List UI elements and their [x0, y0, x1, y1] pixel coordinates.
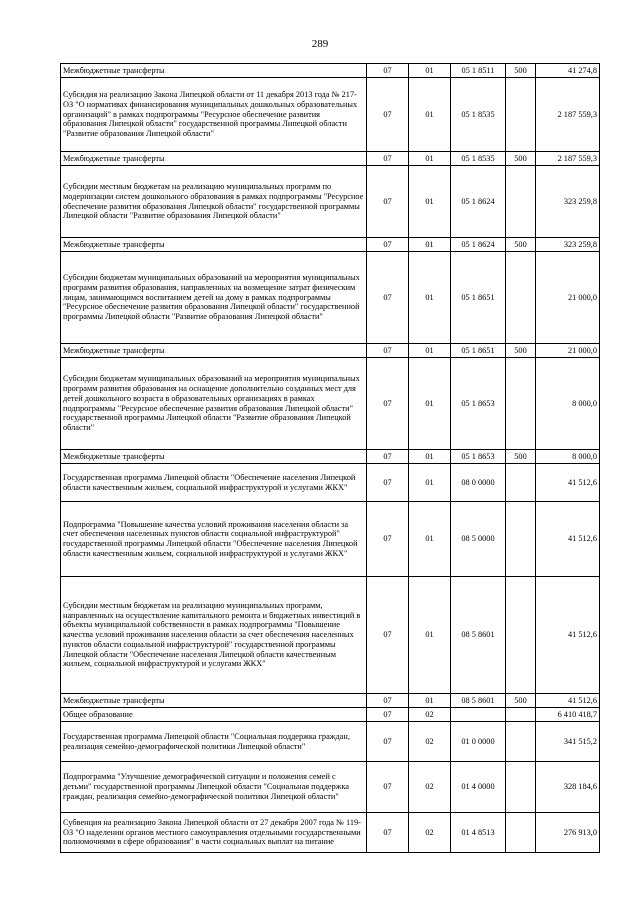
row-target-cell: 05 1 8535: [451, 78, 506, 152]
row-amount-cell: 276 913,0: [536, 813, 600, 853]
row-amount-cell: 21 000,0: [536, 344, 600, 358]
table-row: [61, 722, 600, 762]
row-section-cell: 07: [367, 577, 409, 694]
row-target-cell: 01 4 0000: [451, 762, 506, 813]
row-subsection-cell: 01: [409, 78, 451, 152]
row-section-cell: 07: [367, 450, 409, 464]
budget-table-body: [61, 64, 600, 853]
row-section-cell: 07: [367, 252, 409, 344]
row-subsection-cell: 01: [409, 464, 451, 502]
table-row: [61, 502, 600, 577]
row-section-cell: 07: [367, 344, 409, 358]
row-subsection-cell: 02: [409, 813, 451, 853]
row-amount-cell: 41 512,6: [536, 464, 600, 502]
row-section-cell: 07: [367, 813, 409, 853]
row-subsection-cell: 01: [409, 252, 451, 344]
row-subsection-cell: 01: [409, 152, 451, 166]
row-target-cell: 08 5 8601: [451, 577, 506, 694]
table-row: [61, 577, 600, 694]
row-expense-type-cell: [506, 502, 536, 577]
table-row: [61, 252, 600, 344]
row-name-cell: Субсидии местным бюджетам на реализацию муниципальных программ, направленных на осуществление капитального ремонта и бюджетных инвестиций в объекты муниципальной собственности в рамках подпрограммы "Повышение качества условий проживания населения области за счет обеспечения населенных пунктов области социальной инфраструктурой" государственной программы Липецкой области "Обеспечение населения Липецкой области качественным жильем, социальной инфраструктурой и услугами ЖКХ": [61, 577, 367, 694]
row-expense-type-cell: [506, 762, 536, 813]
row-section-cell: 07: [367, 78, 409, 152]
row-amount-cell: 41 512,6: [536, 577, 600, 694]
table-row: [61, 708, 600, 722]
row-subsection-cell: 01: [409, 694, 451, 708]
table-row: [61, 464, 600, 502]
row-name-cell: Государственная программа Липецкой области "Социальная поддержка граждан, реализация семейно-демографической политики Липецкой области": [61, 722, 367, 762]
row-amount-cell: 2 187 559,3: [536, 78, 600, 152]
row-expense-type-cell: [506, 78, 536, 152]
row-expense-type-cell: [506, 577, 536, 694]
row-name-cell: Межбюджетные трансферты: [61, 450, 367, 464]
row-name-cell: Межбюджетные трансферты: [61, 694, 367, 708]
row-amount-cell: 323 259,8: [536, 238, 600, 252]
row-subsection-cell: 01: [409, 344, 451, 358]
row-name-cell: Общее образование: [61, 708, 367, 722]
row-expense-type-cell: [506, 464, 536, 502]
row-amount-cell: 41 512,6: [536, 694, 600, 708]
row-target-cell: 01 4 8513: [451, 813, 506, 853]
row-subsection-cell: 02: [409, 722, 451, 762]
table-row: [61, 762, 600, 813]
row-expense-type-cell: [506, 813, 536, 853]
row-target-cell: 05 1 8624: [451, 166, 506, 238]
row-expense-type-cell: 500: [506, 450, 536, 464]
row-subsection-cell: 01: [409, 502, 451, 577]
row-section-cell: 07: [367, 502, 409, 577]
row-name-cell: Межбюджетные трансферты: [61, 344, 367, 358]
row-subsection-cell: 01: [409, 358, 451, 450]
row-target-cell: [451, 708, 506, 722]
row-section-cell: 07: [367, 464, 409, 502]
table-row: [61, 344, 600, 358]
row-expense-type-cell: 500: [506, 344, 536, 358]
row-name-cell: Субсидии бюджетам муниципальных образований на мероприятия муниципальных программ развития образования на оснащение дополнительно созданных мест для детей дошкольного возраста в образовательных организациях в рамках подпрограммы "Ресурсное обеспечение развития образования Липецкой области" государственной программы Липецкой области "Развитие образования Липецкой области": [61, 358, 367, 450]
row-amount-cell: 8 000,0: [536, 358, 600, 450]
row-target-cell: 05 1 8653: [451, 358, 506, 450]
row-amount-cell: 41 512,6: [536, 502, 600, 577]
row-target-cell: 05 1 8535: [451, 152, 506, 166]
row-subsection-cell: 01: [409, 450, 451, 464]
row-section-cell: 07: [367, 722, 409, 762]
row-amount-cell: 2 187 559,3: [536, 152, 600, 166]
row-amount-cell: 323 259,8: [536, 166, 600, 238]
row-name-cell: Межбюджетные трансферты: [61, 64, 367, 78]
table-row: [61, 450, 600, 464]
row-expense-type-cell: [506, 358, 536, 450]
row-target-cell: 01 0 0000: [451, 722, 506, 762]
row-target-cell: 08 0 0000: [451, 464, 506, 502]
table-row: [61, 813, 600, 853]
table-row: [61, 152, 600, 166]
row-section-cell: 07: [367, 762, 409, 813]
row-section-cell: 07: [367, 708, 409, 722]
row-name-cell: Субсидия на реализацию Закона Липецкой области от 11 декабря 2013 года № 217-ОЗ "О нормативах финансирования муниципальных дошкольных образовательных организаций" в рамках подпрограммы "Ресурсное обеспечение развития образования Липецкой области" государственной программы Липецкой области "Развитие образования Липецкой области": [61, 78, 367, 152]
row-amount-cell: 8 000,0: [536, 450, 600, 464]
row-target-cell: 05 1 8651: [451, 252, 506, 344]
row-subsection-cell: 02: [409, 762, 451, 813]
row-target-cell: 05 1 8624: [451, 238, 506, 252]
row-name-cell: Субсидии местным бюджетам на реализацию муниципальных программ по модернизации систем дошкольного образования в рамках подпрограммы "Ресурсное обеспечение развития образования Липецкой области" государственной программы Липецкой области "Развитие образования Липецкой области": [61, 166, 367, 238]
table-row: [61, 694, 600, 708]
row-amount-cell: 328 184,6: [536, 762, 600, 813]
table-row: [61, 358, 600, 450]
row-subsection-cell: 01: [409, 166, 451, 238]
row-target-cell: 08 5 8601: [451, 694, 506, 708]
budget-table: [60, 63, 600, 853]
row-section-cell: 07: [367, 238, 409, 252]
table-row: [61, 78, 600, 152]
row-name-cell: Межбюджетные трансферты: [61, 238, 367, 252]
row-section-cell: 07: [367, 694, 409, 708]
row-subsection-cell: 01: [409, 577, 451, 694]
row-expense-type-cell: [506, 722, 536, 762]
row-name-cell: Межбюджетные трансферты: [61, 152, 367, 166]
row-subsection-cell: 01: [409, 238, 451, 252]
row-expense-type-cell: 500: [506, 694, 536, 708]
row-subsection-cell: 01: [409, 64, 451, 78]
table-row: [61, 166, 600, 238]
row-name-cell: Подпрограмма "Улучшение демографической ситуации и положения семей с детьми" государственной программы Липецкой области "Социальная поддержка граждан, реализация семейно-демографической политики Липецкой области": [61, 762, 367, 813]
row-name-cell: Государственная программа Липецкой области "Обеспечение населения Липецкой области качественным жильем, социальной инфраструктурой и услугами ЖКХ": [61, 464, 367, 502]
row-name-cell: Субсидии бюджетам муниципальных образований на мероприятия муниципальных программ развития образования, направленных на возмещение затрат физическим лицам, занимающимся воспитанием детей на дому в рамках подпрограммы "Ресурсное обеспечение развития образования Липецкой области" государственной программы Липецкой области "Развитие образования Липецкой области": [61, 252, 367, 344]
table-row: [61, 238, 600, 252]
row-section-cell: 07: [367, 166, 409, 238]
table-row: [61, 64, 600, 78]
row-expense-type-cell: [506, 252, 536, 344]
row-section-cell: 07: [367, 64, 409, 78]
row-target-cell: 05 1 8653: [451, 450, 506, 464]
row-section-cell: 07: [367, 358, 409, 450]
row-amount-cell: 6 410 418,7: [536, 708, 600, 722]
row-expense-type-cell: [506, 708, 536, 722]
row-name-cell: Субвенция на реализацию Закона Липецкой области от 27 декабря 2007 года № 119-ОЗ "О наделении органов местного самоуправления отдельными государственными полномочиями в сфере образования" в части социальных выплат на питание: [61, 813, 367, 853]
row-name-cell: Подпрограмма "Повышение качества условий проживания населения области за счет обеспечения населенных пунктов области социальной инфраструктурой" государственной программы Липецкой области "Обеспечение населения Липецкой области качественным жильем, социальной инфраструктурой и услугами ЖКХ": [61, 502, 367, 577]
row-amount-cell: 21 000,0: [536, 252, 600, 344]
row-expense-type-cell: 500: [506, 64, 536, 78]
row-target-cell: 05 1 8651: [451, 344, 506, 358]
row-expense-type-cell: 500: [506, 238, 536, 252]
row-subsection-cell: 02: [409, 708, 451, 722]
page-number: 289: [311, 38, 329, 50]
row-expense-type-cell: [506, 166, 536, 238]
row-section-cell: 07: [367, 152, 409, 166]
row-amount-cell: 41 274,8: [536, 64, 600, 78]
row-target-cell: 05 1 8511: [451, 64, 506, 78]
row-expense-type-cell: 500: [506, 152, 536, 166]
row-amount-cell: 341 515,2: [536, 722, 600, 762]
row-target-cell: 08 5 0000: [451, 502, 506, 577]
